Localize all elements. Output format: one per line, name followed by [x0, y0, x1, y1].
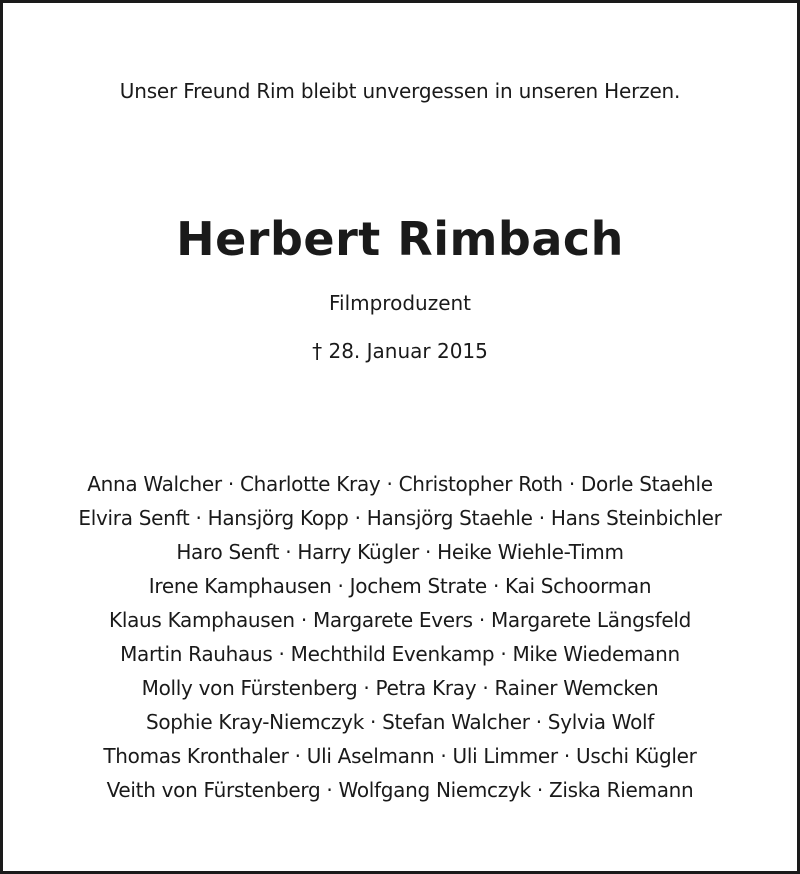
intro-text: Unser Freund Rim bleibt unvergessen in unseren Herzen.	[119, 79, 681, 103]
mourner-line: Sophie Kray-Niemczyk · Stefan Walcher · Sylvia Wolf	[145, 710, 655, 734]
deceased-name: Herbert Rimbach	[176, 212, 624, 266]
mourner-line: Irene Kamphausen · Jochem Strate · Kai Schoorman	[148, 574, 652, 598]
mourner-line: Molly von Fürstenberg · Petra Kray · Rainer Wemcken	[141, 676, 659, 700]
mourner-line: Martin Rauhaus · Mechthild Evenkamp · Mike Wiedemann	[120, 642, 680, 666]
death-date: † 28. Januar 2015	[312, 339, 488, 363]
mourner-line: Thomas Kronthaler · Uli Aselmann · Uli Limmer · Uschi Kügler	[103, 744, 697, 768]
mourners-list	[23, 467, 777, 807]
mourner-line: Veith von Fürstenberg · Wolfgang Niemczyk · Ziska Riemann	[106, 778, 694, 802]
profession: Filmproduzent	[328, 291, 472, 315]
mourner-line: Klaus Kamphausen · Margarete Evers · Margarete Längsfeld	[109, 608, 691, 632]
mourner-line: Elvira Senft · Hansjörg Kopp · Hansjörg Staehle · Hans Steinbichler	[78, 506, 722, 530]
mourner-line: Haro Senft · Harry Kügler · Heike Wiehle-Timm	[176, 540, 624, 564]
mourner-line: Anna Walcher · Charlotte Kray · Christopher Roth · Dorle Staehle	[87, 472, 713, 496]
